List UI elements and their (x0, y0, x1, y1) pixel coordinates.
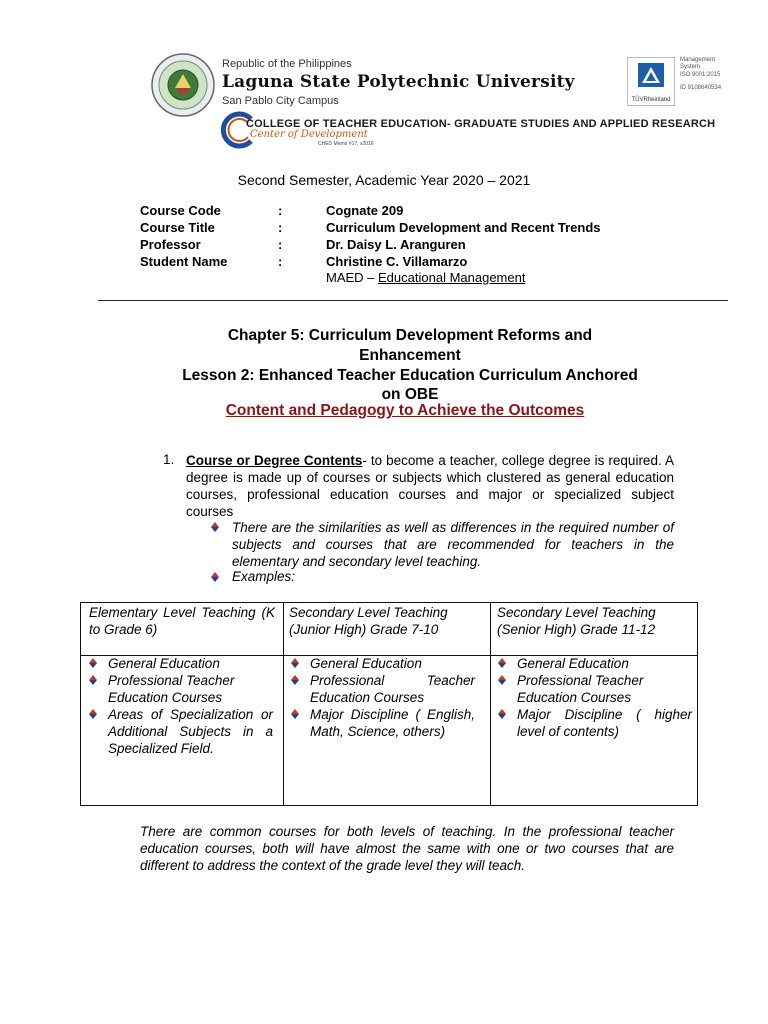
arrow-bullet-icon (88, 675, 98, 685)
list-item-text: General Education (310, 656, 422, 671)
professor-label: Professor (140, 237, 201, 252)
colon: : (278, 203, 283, 218)
course-title-label: Course Title (140, 220, 215, 235)
table-header-elementary: Elementary Level Teaching (K to Grade 6) (89, 605, 275, 637)
lesson-title-cont: on OBE (381, 386, 439, 403)
arrow-bullet-icon (497, 658, 507, 668)
arrow-bullet-icon (210, 522, 220, 532)
iso-certification-badge (627, 57, 728, 106)
list-item-text: Areas of Specialization or Additional Subjects in a Specialized Field. (108, 707, 273, 756)
table-cell-senior-high (490, 655, 695, 740)
course-contents-paragraph (186, 452, 674, 520)
cert-line: ID 9108640534 (680, 85, 722, 91)
arrow-bullet-icon (88, 709, 98, 719)
list-item-text: General Education (108, 656, 220, 671)
list-item-text: Major Discipline ( higher level of contents) (517, 707, 692, 739)
list-item-text: Professional Teacher Education Courses (310, 673, 475, 705)
list-item-text: Professional Teacher Education Courses (517, 673, 644, 705)
course-code-label: Course Code (140, 203, 221, 218)
campus-text: San Pablo City Campus (222, 95, 339, 107)
arrow-bullet-icon (290, 658, 300, 668)
list-item (283, 672, 475, 706)
student-name-label: Student Name (140, 254, 228, 269)
cert-line: System (680, 64, 701, 70)
course-title-value: Curriculum Development and Recent Trends (326, 220, 601, 235)
table-header-junior-high: Secondary Level Teaching (Junior High) Grade 7-10 (289, 605, 448, 637)
horizontal-divider (98, 300, 728, 301)
professor-value: Dr. Daisy L. Aranguren (326, 237, 466, 252)
colon: : (278, 237, 283, 252)
course-contents-term: Course or Degree Contents (186, 453, 363, 468)
tuv-triangle-icon (628, 61, 674, 91)
bullet-similarities: There are the similarities as well as differences in the required number of subjects and courses that are recommended for teachers in the elementary and secondary level teaching. (232, 520, 674, 569)
closing-paragraph: There are common courses for both levels of teaching. In the professional teacher education courses, both will have almost the same with one or two courses that are different to address the context of the grade level they will teach. (140, 824, 674, 873)
bullet-examples: Examples: (232, 569, 296, 584)
course-contents-text: - to become a teacher, college degree is required. A degree is made up of courses or subjects which clustered as general education courses, professional education courses and major or specialized subject courses (186, 453, 674, 519)
center-of-development-text: Center of Development (250, 129, 368, 140)
arrow-bullet-icon (497, 675, 507, 685)
program-line (326, 270, 525, 285)
list-item-text: General Education (517, 656, 629, 671)
lesson-title: Lesson 2: Enhanced Teacher Education Curriculum Anchored (182, 367, 638, 384)
colon: : (278, 220, 283, 235)
university-name: Laguna State Polytechnic University (222, 72, 575, 92)
arrow-bullet-icon (290, 709, 300, 719)
list-item (81, 706, 273, 757)
arrow-bullet-icon (88, 658, 98, 668)
college-title: COLLEGE OF TEACHER EDUCATION- GRADUATE STUDIES AND APPLIED RESEARCH (246, 118, 716, 130)
curriculum-table (80, 602, 698, 806)
section-subtitle: Content and Pedagogy to Achieve the Outcomes (225, 402, 585, 419)
republic-text: Republic of the Philippines (222, 58, 352, 70)
arrow-bullet-icon (497, 709, 507, 719)
ched-memo-text: CHED Memo #17, s2016 (318, 141, 374, 147)
table-cell-elementary (81, 655, 275, 757)
list-item (283, 706, 475, 740)
list-item (283, 655, 481, 672)
list-item (81, 655, 275, 672)
list-item-text: Major Discipline ( English, Math, Science, others) (310, 707, 475, 739)
arrow-bullet-icon (290, 675, 300, 685)
list-item (490, 706, 692, 740)
table-cell-junior-high (283, 655, 481, 740)
program-major: Educational Management (378, 270, 526, 285)
tuv-logo (627, 57, 675, 106)
list-number: 1. (163, 452, 175, 467)
colon: : (278, 254, 283, 269)
cert-line: Management (680, 57, 716, 63)
semester-line: Second Semester, Academic Year 2020 – 2021 (237, 172, 531, 188)
chapter-title-cont: Enhancement (359, 347, 461, 364)
list-item (81, 672, 248, 706)
cert-line: ISO 9001:2015 (680, 72, 721, 78)
chapter-title: Chapter 5: Curriculum Development Reforms and (227, 327, 593, 344)
course-code-value: Cognate 209 (326, 203, 404, 218)
arrow-bullet-icon (210, 572, 220, 582)
program-prefix: MAED – (326, 270, 379, 285)
table-header-senior-high: Secondary Level Teaching (Senior High) Grade 11-12 (497, 605, 656, 637)
list-item (490, 672, 692, 706)
tuv-logo-text: TÜVRheinland (631, 97, 671, 103)
list-item (490, 655, 695, 672)
university-seal-logo (150, 52, 216, 118)
list-item-text: Professional Teacher Education Courses (108, 673, 235, 705)
student-name-value: Christine C. Villamarzo (326, 254, 468, 269)
